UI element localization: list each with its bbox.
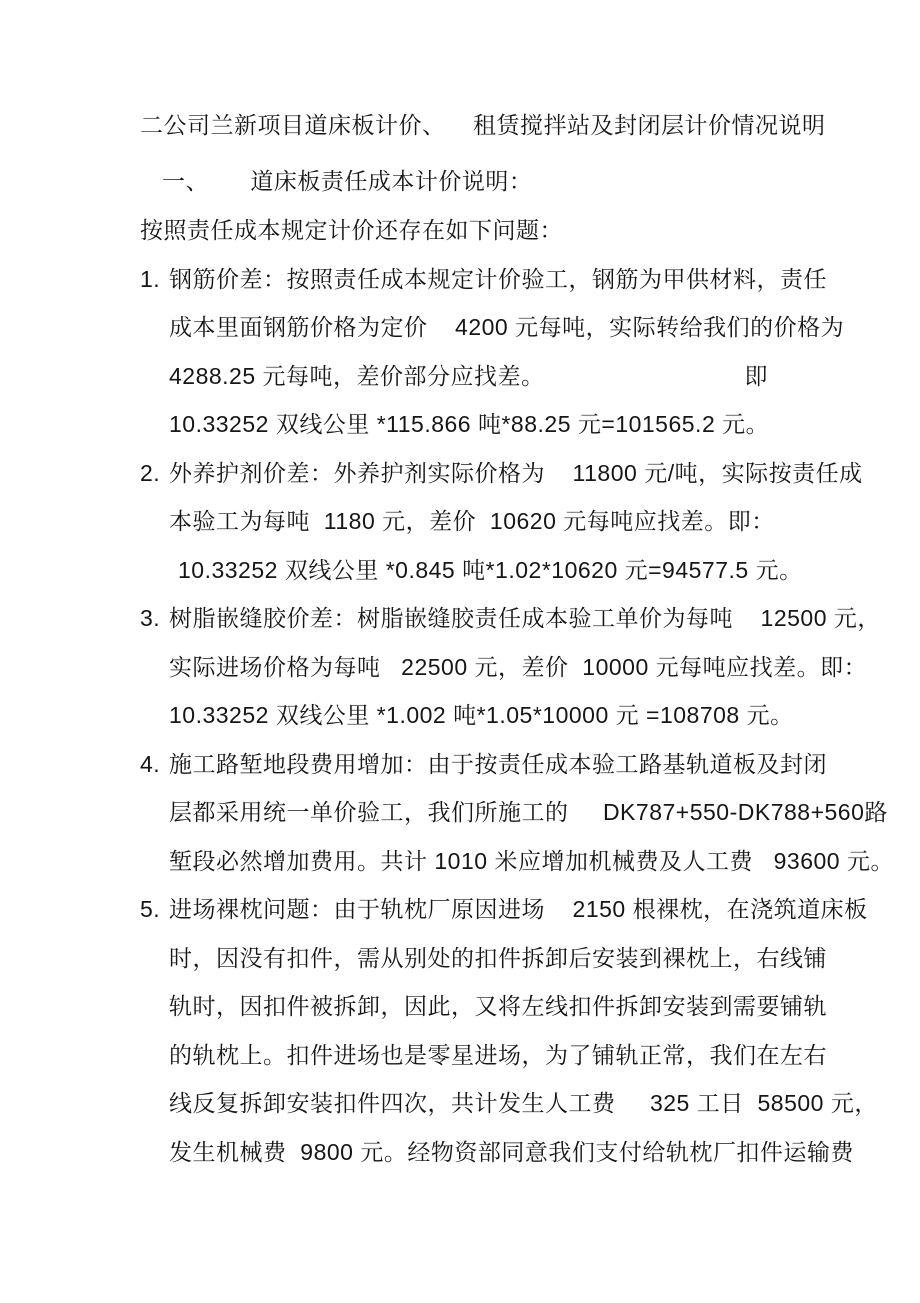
line-right-text: 即	[744, 362, 768, 389]
document-content	[140, 101, 894, 1176]
document-line: 的轨枕上。扣件进场也是零星进场，为了铺轨正常，我们在左右	[169, 1041, 827, 1068]
document-line: 树脂嵌缝胶价差：树脂嵌缝胶责任成本验工单价为每吨 12500 元，	[169, 605, 881, 631]
document-line: 轨时，因扣件被拆卸，因此，又将左线扣件拆卸安装到需要铺轨	[169, 993, 827, 1019]
document-line: 10.33252 双线公里 *115.866 吨*88.25 元=101565.2 元。	[169, 411, 770, 437]
document-line: 实际进场价格为每吨 22500 元，差价 10000 元每吨应找差。即：	[169, 653, 868, 680]
item-number: 3.	[140, 605, 161, 631]
document-line: 外养护剂价差：外养护剂实际价格为 11800 元/吨，实际按责任成	[169, 459, 863, 486]
numbered-list	[140, 255, 894, 1177]
document-line: 10.33252 双线公里 *0.845 吨*1.02*10620 元=94577.5 元。	[178, 556, 803, 583]
document-line: 成本里面钢筋价格为定价 4200 元每吨，实际转给我们的价格为	[169, 314, 845, 340]
document-line: 钢筋价差：按照责任成本规定计价验工，钢筋为甲供材料，责任	[169, 265, 827, 292]
document-line: 层都采用统一单价验工，我们所施工的 DK787+550-DK788+560路	[169, 799, 888, 825]
item-number: 1.	[140, 265, 161, 292]
document-line: 本验工为每吨 1180 元，差价 10620 元每吨应找差。即：	[169, 508, 775, 534]
document-line: 10.33252 双线公里 *1.002 吨*1.05*10000 元 =108708 元。	[169, 702, 794, 728]
document-line: 发生机械费 9800 元。经物资部同意我们支付给轨枕厂扣件运输费	[169, 1138, 854, 1165]
item-number: 4.	[140, 750, 161, 777]
document-line	[169, 352, 816, 401]
line-text: 4288.25 元每吨，差价部分应找差。	[169, 362, 545, 389]
document-line: 堑段必然增加费用。共计 1010 米应增加机械费及人工费 93600 元。	[169, 847, 894, 874]
list-item	[140, 255, 845, 449]
intro-paragraph: 按照责任成本规定计价还存在如下问题：	[140, 217, 563, 243]
document-line: 施工路堑地段费用增加：由于按责任成本验工路基轨道板及封闭	[169, 750, 827, 777]
section-heading: 一、 道床板责任成本计价说明：	[162, 167, 533, 194]
list-item	[140, 449, 863, 595]
list-item	[140, 740, 894, 886]
document-line: 线反复拆卸安装扣件四次，共计发生人工费 325 工日 58500 元，	[169, 1090, 878, 1116]
document-line: 进场裸枕问题：由于轨枕厂原因进场 2150 根裸枕，在浇筑道床板	[169, 896, 868, 922]
document-line: 时，因没有扣件，需从别处的扣件拆卸后安装到裸枕上，右线铺	[169, 944, 827, 971]
document-title: 二公司兰新项目道床板计价、 租赁搅拌站及封闭层计价情况说明	[140, 112, 826, 138]
item-number: 2.	[140, 459, 161, 486]
list-item	[140, 885, 878, 1176]
item-number: 5.	[140, 896, 161, 922]
list-item	[140, 594, 881, 740]
